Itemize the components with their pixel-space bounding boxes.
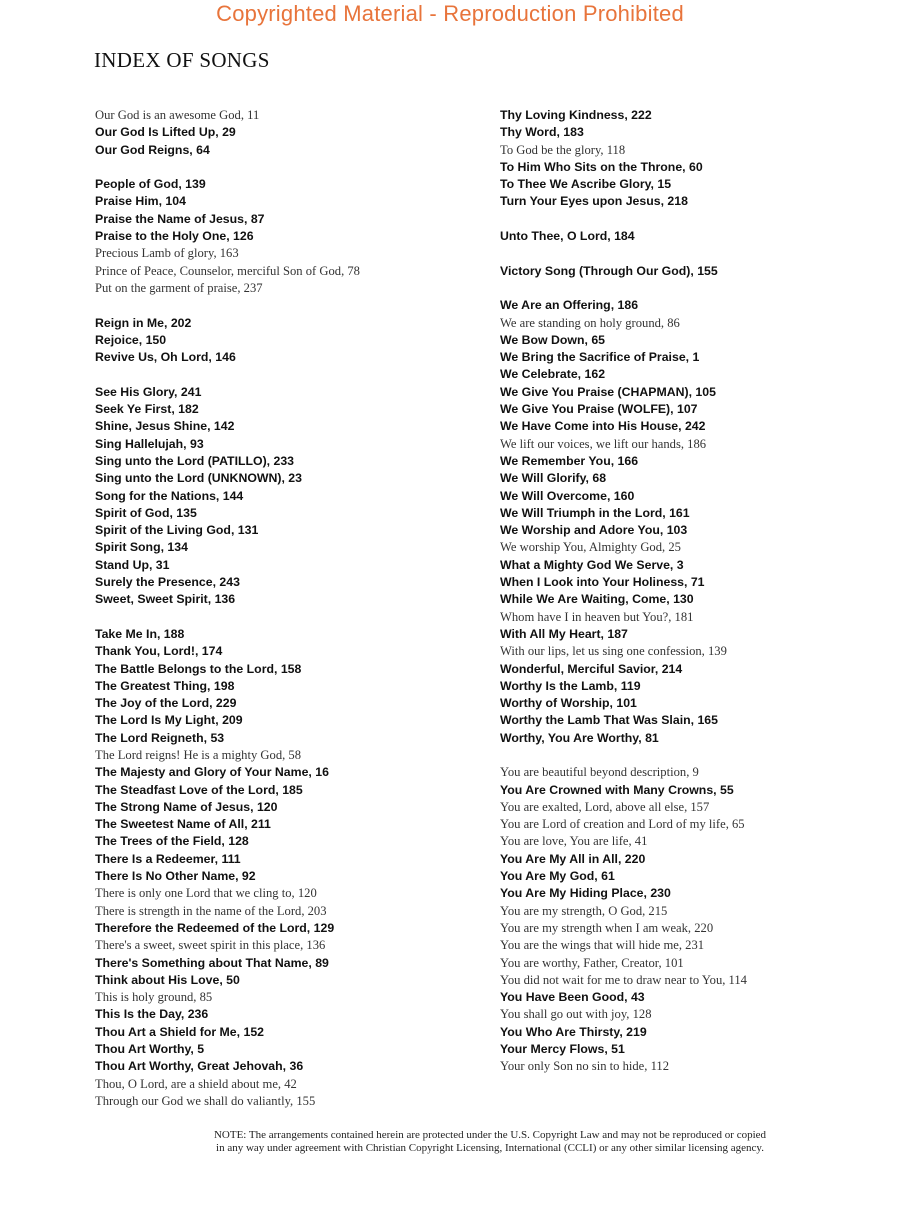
song-title-entry: Unto Thee, O Lord, 184 (500, 229, 635, 244)
song-title-entry: Sing unto the Lord (UNKNOWN), 23 (95, 471, 302, 486)
song-title-entry: You Are My All in All, 220 (500, 851, 646, 866)
song-title-entry: The Strong Name of Jesus, 120 (95, 799, 278, 814)
song-title-entry: Worthy of Worship, 101 (500, 696, 637, 711)
first-line-entry: Through our God we shall do valiantly, 155 (95, 1093, 316, 1108)
song-title-entry: Sweet, Sweet Spirit, 136 (95, 592, 236, 607)
first-line-entry: There is only one Lord that we cling to, 120 (95, 886, 317, 901)
song-title-entry: Thank You, Lord!, 174 (95, 644, 223, 659)
first-line-entry: You are my strength, O God, 215 (500, 903, 668, 918)
song-title-entry: You Are Crowned with Many Crowns, 55 (500, 782, 734, 797)
song-title-entry: Therefore the Redeemed of the Lord, 129 (95, 920, 335, 935)
first-line-entry: This is holy ground, 85 (95, 990, 213, 1005)
first-line-entry: To God be the glory, 118 (500, 142, 626, 157)
song-title-entry: Spirit Song, 134 (95, 540, 188, 555)
song-title-entry: Worthy the Lamb That Was Slain, 165 (500, 713, 718, 728)
song-title-entry: Our God Reigns, 64 (95, 142, 210, 157)
first-line-entry: We worship You, Almighty God, 25 (500, 540, 681, 555)
song-title-entry: Worthy Is the Lamb, 119 (500, 678, 641, 693)
song-title-entry: Thy Word, 183 (500, 125, 584, 140)
entry-spacer (500, 747, 895, 764)
footer-note-line-1: NOTE: The arrangements contained herein are protected under the U.S. Copyright Law and may not be reproduced or copied (213, 1129, 767, 1141)
song-title-entry: You Are My God, 61 (500, 869, 615, 884)
song-title-entry: We Will Overcome, 160 (500, 488, 635, 503)
entry-spacer (500, 211, 895, 228)
song-title-entry: The Majesty and Glory of Your Name, 16 (95, 765, 329, 780)
first-line-entry: There is strength in the name of the Lord, 203 (95, 903, 327, 918)
song-title-entry: We Give You Praise (WOLFE), 107 (500, 402, 698, 417)
footer-note-line-2: in any way under agreement with Christian Copyright Licensing, International (CCLI) or any other similar licensing agency. (216, 1142, 764, 1154)
song-title-entry: We Will Triumph in the Lord, 161 (500, 505, 690, 520)
song-title-entry: With All My Heart, 187 (500, 626, 628, 641)
song-title-entry: Think about His Love, 50 (95, 972, 240, 987)
song-title-entry: Song for the Nations, 144 (95, 488, 244, 503)
song-title-entry: You Are My Hiding Place, 230 (500, 886, 671, 901)
first-line-entry: You are the wings that will hide me, 231 (500, 938, 705, 953)
song-title-entry: Stand Up, 31 (95, 557, 170, 572)
song-title-entry: We Will Glorify, 68 (500, 471, 607, 486)
song-title-entry: What a Mighty God We Serve, 3 (500, 557, 684, 572)
song-title-entry: Praise to the Holy One, 126 (95, 229, 254, 244)
song-title-entry: Worthy, You Are Worthy, 81 (500, 730, 659, 745)
song-title-entry: Sing unto the Lord (PATILLO), 233 (95, 453, 295, 468)
song-title-entry: The Lord Reigneth, 53 (95, 730, 225, 745)
song-title-entry: Praise the Name of Jesus, 87 (95, 211, 265, 226)
first-line-entry: You are love, You are life, 41 (500, 834, 648, 849)
song-title-entry: When I Look into Your Holiness, 71 (500, 575, 705, 590)
song-title-entry: To Him Who Sits on the Throne, 60 (500, 159, 703, 174)
first-line-entry: Precious Lamb of glory, 163 (95, 246, 239, 261)
song-title-entry: We Are an Offering, 186 (500, 298, 639, 313)
song-title-entry: We Give You Praise (CHAPMAN), 105 (500, 384, 716, 399)
first-line-entry: You shall go out with joy, 128 (500, 1007, 652, 1022)
song-title-entry: Praise Him, 104 (95, 194, 186, 209)
song-title-entry: Victory Song (Through Our God), 155 (500, 263, 718, 278)
first-line-entry: We are standing on holy ground, 86 (500, 315, 680, 330)
song-title-entry: We Have Come into His House, 242 (500, 419, 706, 434)
song-title-entry: Spirit of the Living God, 131 (95, 523, 259, 538)
song-title-entry: There's Something about That Name, 89 (95, 955, 329, 970)
song-title-entry: Seek Ye First, 182 (95, 402, 199, 417)
song-title-entry: There Is a Redeemer, 111 (95, 851, 241, 866)
song-title-entry: Turn Your Eyes upon Jesus, 218 (500, 194, 688, 209)
song-title-entry: We Bring the Sacrifice of Praise, 1 (500, 350, 700, 365)
song-title-entry: We Celebrate, 162 (500, 367, 606, 382)
song-title-entry: Thy Loving Kindness, 222 (500, 108, 652, 122)
song-title-entry: Thou Art Worthy, Great Jehovah, 36 (95, 1059, 304, 1074)
song-title-entry: Rejoice, 150 (95, 332, 167, 347)
first-line-entry: We lift our voices, we lift our hands, 186 (500, 436, 707, 451)
song-title-entry: Surely the Presence, 243 (95, 575, 240, 590)
song-title-entry: Our God Is Lifted Up, 29 (95, 125, 236, 140)
song-title-entry: The Sweetest Name of All, 211 (95, 817, 271, 832)
song-title-entry: Spirit of God, 135 (95, 505, 197, 520)
song-title-entry: Thou Art a Shield for Me, 152 (95, 1024, 264, 1039)
index-column-left (95, 107, 490, 1110)
song-title-entry: The Steadfast Love of the Lord, 185 (95, 782, 303, 797)
song-title-entry: Your Mercy Flows, 51 (500, 1042, 625, 1057)
first-line-entry: You did not wait for me to draw near to You, 114 (500, 972, 747, 987)
song-title-entry: This Is the Day, 236 (95, 1007, 209, 1022)
song-title-entry: To Thee We Ascribe Glory, 15 (500, 177, 672, 192)
copyright-watermark: Copyrighted Material - Reproduction Prohibited (216, 1, 684, 26)
song-title-entry: The Joy of the Lord, 229 (95, 696, 237, 711)
first-line-entry: Thou, O Lord, are a shield about me, 42 (95, 1076, 297, 1091)
first-line-entry: With our lips, let us sing one confession, 139 (500, 644, 727, 659)
song-title-entry: We Worship and Adore You, 103 (500, 523, 688, 538)
song-title-entry: Shine, Jesus Shine, 142 (95, 419, 235, 434)
footer-note (120, 1129, 860, 1155)
song-title-entry: Reign in Me, 202 (95, 315, 192, 330)
song-title-entry: People of God, 139 (95, 177, 206, 192)
first-line-entry: You are beautiful beyond description, 9 (500, 765, 699, 780)
entry-spacer (95, 609, 490, 626)
song-title-entry: Sing Hallelujah, 93 (95, 436, 204, 451)
first-line-entry: The Lord reigns! He is a mighty God, 58 (95, 747, 302, 762)
song-title-entry: You Who Are Thirsty, 219 (500, 1024, 647, 1039)
song-title-entry: The Battle Belongs to the Lord, 158 (95, 661, 302, 676)
first-line-entry: Our God is an awesome God, 11 (95, 108, 260, 122)
entry-spacer (95, 159, 490, 176)
song-title-entry: We Remember You, 166 (500, 453, 639, 468)
first-line-entry: You are Lord of creation and Lord of my life, 65 (500, 817, 745, 832)
song-title-entry: Take Me In, 188 (95, 626, 185, 641)
song-title-entry: You Have Been Good, 43 (500, 990, 645, 1005)
song-title-entry: The Trees of the Field, 128 (95, 834, 249, 849)
entry-spacer (95, 297, 490, 314)
song-title-entry: Revive Us, Oh Lord, 146 (95, 350, 236, 365)
song-title-entry: Wonderful, Merciful Savior, 214 (500, 661, 683, 676)
song-title-entry: The Greatest Thing, 198 (95, 678, 235, 693)
first-line-entry: You are my strength when I am weak, 220 (500, 920, 714, 935)
song-title-entry: Thou Art Worthy, 5 (95, 1042, 205, 1057)
song-title-entry: See His Glory, 241 (95, 384, 202, 399)
song-title-entry: There Is No Other Name, 92 (95, 869, 256, 884)
song-title-entry: We Bow Down, 65 (500, 332, 605, 347)
entry-spacer (95, 366, 490, 383)
first-line-entry: There's a sweet, sweet spirit in this place, 136 (95, 938, 326, 953)
first-line-entry: Prince of Peace, Counselor, merciful Son of God, 78 (95, 263, 360, 278)
entry-spacer (500, 280, 895, 297)
song-title-entry: While We Are Waiting, Come, 130 (500, 592, 694, 607)
first-line-entry: You are exalted, Lord, above all else, 157 (500, 799, 710, 814)
page-title: INDEX OF SONGS (94, 48, 270, 72)
entry-spacer (500, 245, 895, 262)
first-line-entry: Whom have I in heaven but You?, 181 (500, 609, 694, 624)
song-title-entry: The Lord Is My Light, 209 (95, 713, 243, 728)
first-line-entry: You are worthy, Father, Creator, 101 (500, 955, 684, 970)
index-column-right (500, 107, 895, 1076)
first-line-entry: Put on the garment of praise, 237 (95, 280, 263, 295)
first-line-entry: Your only Son no sin to hide, 112 (500, 1059, 669, 1074)
